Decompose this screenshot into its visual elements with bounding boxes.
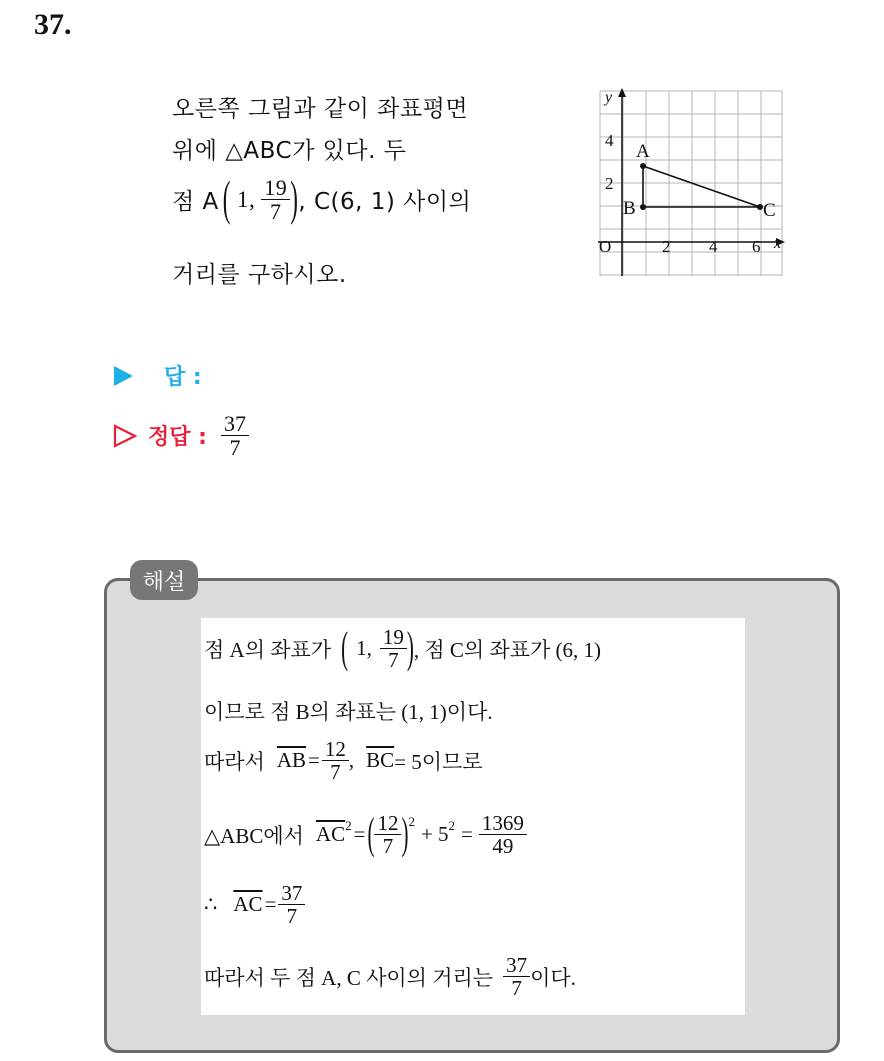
- outline-triangle-icon: [112, 423, 138, 449]
- fraction-denominator: 7: [388, 648, 399, 673]
- ratio-fraction: [374, 812, 401, 857]
- equals-sign: =: [461, 822, 473, 847]
- equals-sign: =: [264, 892, 277, 917]
- fraction-denominator: 49: [492, 834, 514, 859]
- point-a-label: A: [636, 141, 650, 162]
- distance-fraction: [503, 954, 530, 999]
- solution-line-6-prefix: 따라서 두 점 A, C 사이의 거리는: [204, 965, 494, 990]
- right-paren: ): [290, 172, 299, 225]
- question-number: 37.: [34, 8, 72, 41]
- question-line-4: 거리를 구하시오.: [172, 262, 347, 288]
- fraction-numerator: 12: [374, 812, 401, 835]
- fraction-numerator: 1369: [479, 812, 527, 835]
- equals-sign: =: [308, 748, 320, 773]
- right-paren: ): [401, 808, 409, 859]
- solution-line-5: [204, 882, 305, 927]
- plus-term: + 5: [420, 822, 449, 847]
- point-a-x: 1,: [356, 636, 372, 661]
- x-tick-2: 2: [662, 237, 671, 256]
- question-line-1: 오른쪽 그림과 같이 좌표평면: [172, 96, 469, 122]
- solution-line-2: 이므로 점 B의 좌표는 (1, 1)이다.: [204, 700, 493, 724]
- solution-line-1-suffix: , 점 C의 좌표가 (6, 1): [413, 637, 602, 662]
- fraction-numerator: 19: [380, 626, 407, 649]
- fraction-numerator: 37: [278, 882, 305, 905]
- point-a-y-fraction: [380, 626, 407, 671]
- solution-line-4-prefix: △ABC에서: [204, 823, 304, 848]
- question-line-2: 위에 △ABC가 있다. 두: [172, 138, 407, 164]
- question-line-3-suffix: , C(6, 1) 사이의: [298, 189, 472, 216]
- solution-line-6: [204, 954, 576, 999]
- play-triangle-icon: [112, 365, 134, 387]
- origin-label: O: [599, 237, 612, 256]
- segment-ac: $\overline{AC}$: [233, 892, 263, 917]
- answer-blank-row: [112, 360, 202, 391]
- correct-answer-row: [112, 412, 249, 459]
- fraction-denominator: 7: [229, 435, 241, 461]
- fraction-denominator: 7: [330, 760, 341, 785]
- ab-length-fraction: [322, 738, 349, 783]
- left-paren: (: [222, 172, 231, 225]
- point-a-dot: [640, 163, 646, 169]
- left-paren: (: [367, 808, 375, 859]
- segment-bc: $\overline{BC}$: [366, 748, 395, 773]
- x-tick-6: 6: [752, 237, 761, 256]
- fraction-denominator: 7: [382, 834, 394, 859]
- solution-tag: 해설: [130, 560, 198, 600]
- x-axis-label: x: [774, 235, 782, 252]
- result-fraction: [479, 812, 527, 857]
- y-axis-label: y: [605, 89, 613, 106]
- comma: ,: [348, 748, 355, 773]
- coordinate-figure: [596, 86, 786, 278]
- solution-line-3-prefix: 따라서: [204, 749, 265, 774]
- point-a-y-fraction: [261, 176, 290, 223]
- exponent: 2: [408, 814, 415, 829]
- correct-answer-fraction: [221, 412, 249, 459]
- fraction-numerator: 19: [261, 176, 290, 200]
- answer-label: 답 :: [164, 365, 202, 390]
- segment-ab: $\overline{AB}$: [276, 748, 307, 773]
- solution-line-3: [204, 738, 483, 783]
- y-tick-2: 2: [605, 174, 614, 193]
- point-c-label: C: [763, 200, 776, 221]
- fraction-numerator: 37: [221, 412, 249, 436]
- point-b-label: B: [623, 198, 636, 219]
- question-line-3-prefix: 점 A: [172, 189, 219, 216]
- x-tick-4: 4: [709, 237, 718, 256]
- fraction-numerator: 12: [322, 738, 349, 761]
- fraction-denominator: 7: [511, 976, 522, 1001]
- exponent: 2: [345, 818, 352, 833]
- y-tick-4: 4: [605, 131, 614, 150]
- point-a-x: 1,: [236, 186, 256, 212]
- right-paren: ): [406, 622, 414, 673]
- equals-sign: =: [353, 822, 366, 847]
- fraction-denominator: 7: [286, 904, 298, 929]
- solution-line-6-suffix: 이다.: [530, 965, 576, 990]
- ac-length-fraction: [278, 882, 305, 927]
- question-line-3: [172, 172, 472, 225]
- therefore-symbol: ∴: [204, 892, 218, 917]
- fraction-denominator: 7: [269, 199, 282, 225]
- exponent: 2: [448, 818, 456, 833]
- segment-ac: $\overline{AC}$: [315, 822, 346, 847]
- solution-line-3-suffix: = 5이므로: [394, 749, 483, 774]
- solution-line-1-prefix: 점 A의 좌표가: [204, 637, 332, 662]
- fraction-numerator: 37: [503, 954, 530, 977]
- solution-line-4: [204, 808, 527, 859]
- point-b-dot: [640, 204, 646, 210]
- y-axis-arrow-icon: [618, 88, 626, 97]
- solution-line-1: [204, 622, 602, 673]
- left-paren: (: [341, 622, 349, 673]
- correct-answer-label: 정답 :: [148, 425, 207, 451]
